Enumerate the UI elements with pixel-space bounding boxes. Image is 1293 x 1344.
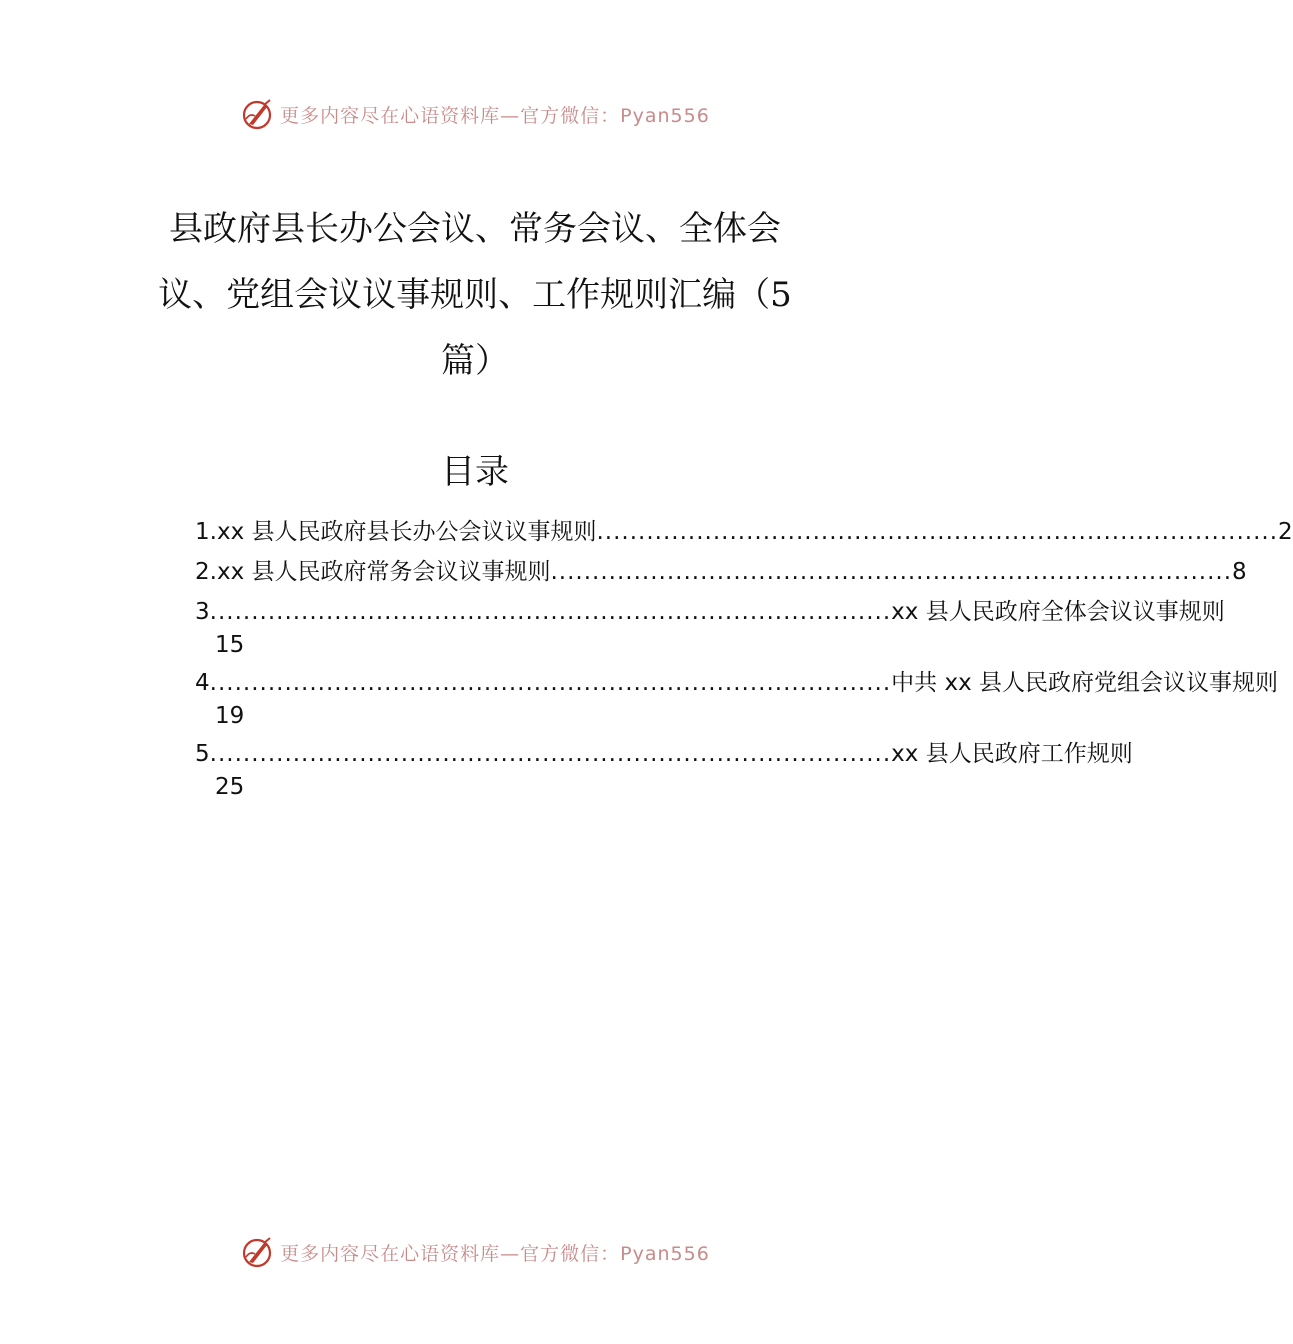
toc-entry-number: 3 [195, 599, 210, 625]
watermark-text: 更多内容尽在心语资料库—官方微信：Pyan556 [280, 104, 710, 127]
toc-entry-number: 5 [195, 741, 210, 767]
toc-entry-title: xx 县人民政府常务会议议事规则 [216, 559, 551, 585]
toc-entry-title: 中共 xx 县人民政府党组会议议事规则 [891, 670, 1279, 696]
document-title: 县政府县长办公会议、常务会议、全体会议、党组会议议事规则、工作规则汇编（5篇） [158, 209, 792, 381]
toc-entry-title: xx 县人民政府全体会议议事规则 [891, 599, 1225, 625]
toc-entry-page: 25 [215, 774, 245, 800]
toc-entry-4[interactable] [195, 667, 1279, 733]
toc-leader-dots: .................................................................................. [209, 670, 892, 696]
toc-leader-dots: .................................................................................. [596, 519, 1279, 545]
quill-pen-seal-icon [240, 1235, 274, 1269]
toc-entry-page: 2 [1278, 519, 1293, 545]
toc-entry-page: 19 [215, 703, 245, 729]
toc-entry-5[interactable] [195, 738, 1133, 804]
toc-entry-2[interactable] [195, 556, 1247, 589]
toc-entry-title: xx 县人民政府工作规则 [891, 741, 1133, 767]
toc-heading: 目录 [441, 452, 509, 492]
toc-entry-number: 1. [195, 519, 217, 545]
toc-entry-number: 4 [195, 670, 210, 696]
table-of-contents [195, 516, 1293, 809]
toc-entry-number: 2. [195, 559, 217, 585]
wechat-id: Pyan556 [620, 104, 710, 127]
toc-entry-title: xx 县人民政府县长办公会议议事规则 [216, 519, 597, 545]
quill-pen-seal-icon [240, 97, 274, 131]
toc-entry-1[interactable] [195, 516, 1293, 549]
watermark-text: 更多内容尽在心语资料库—官方微信：Pyan556 [280, 1242, 710, 1265]
toc-entry-page: 15 [215, 632, 245, 658]
toc-entry-3[interactable] [195, 596, 1225, 662]
watermark-banner-bottom [0, 1232, 950, 1272]
toc-leader-dots: .................................................................................. [209, 599, 892, 625]
watermark-banner-top [0, 94, 950, 134]
toc-leader-dots: .................................................................................. [550, 559, 1233, 585]
toc-leader-dots: .................................................................................. [209, 741, 892, 767]
wechat-id: Pyan556 [620, 1242, 710, 1265]
toc-entry-page: 8 [1232, 559, 1247, 585]
